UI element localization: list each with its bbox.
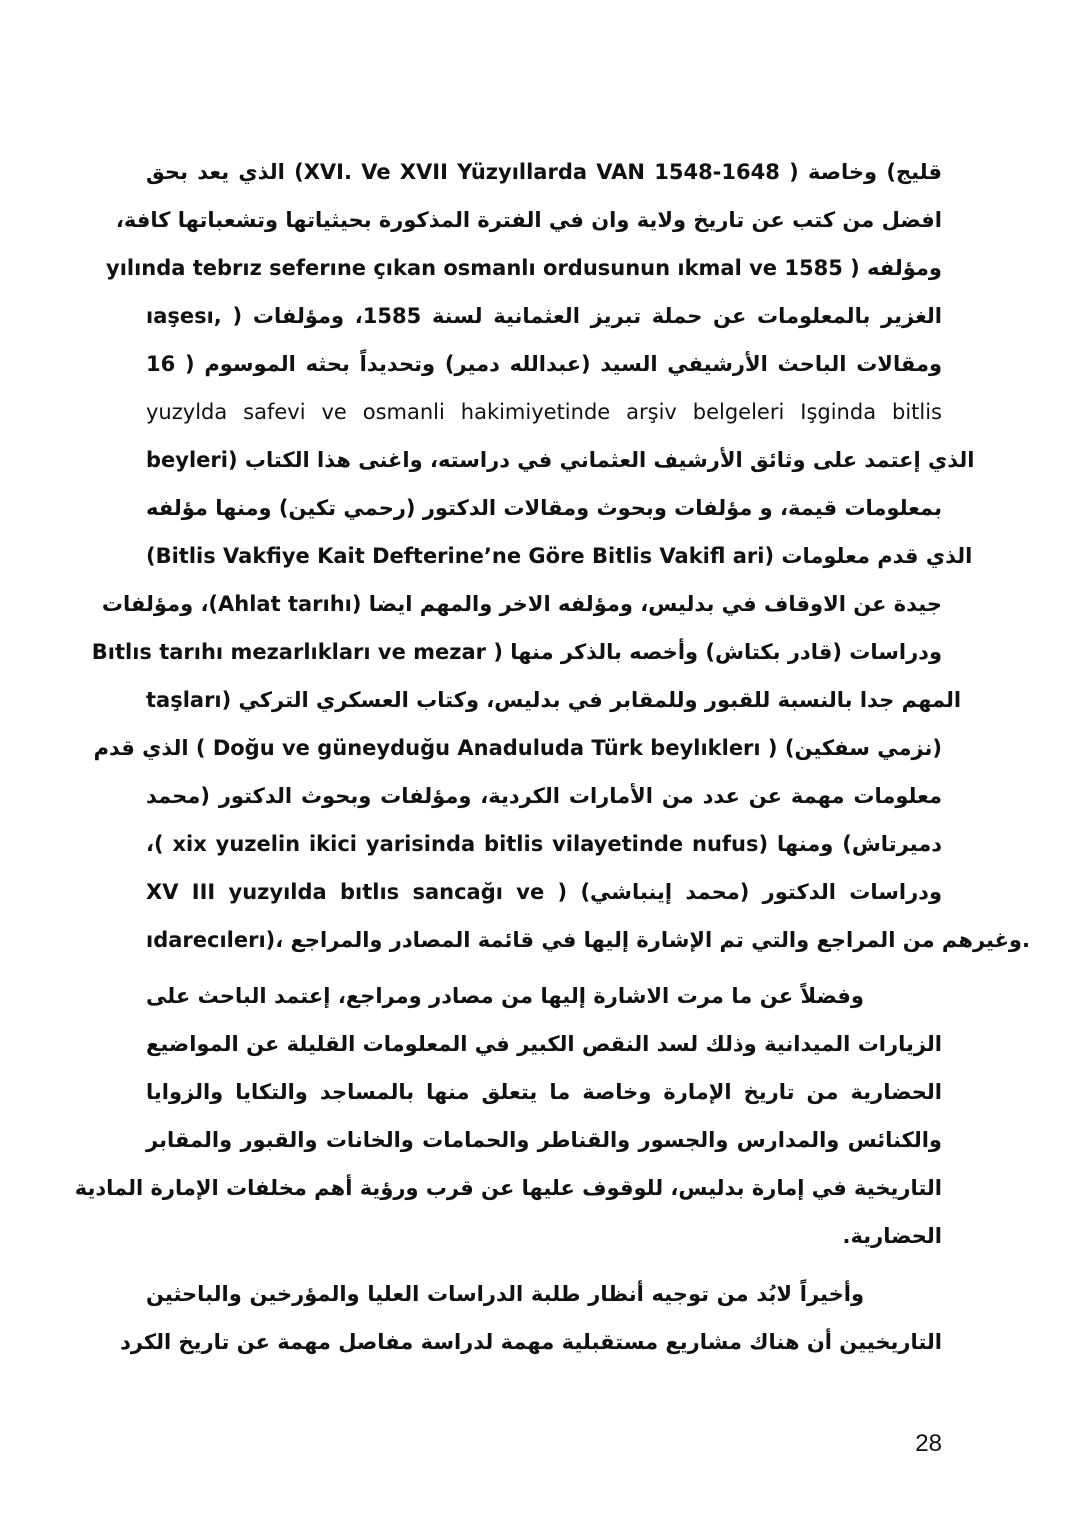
text-line: ودراسات الدكتور (محمد إينباشي) ( XV III yuzyılda bıtlıs sancağı ve xyxy=(146,880,942,904)
text-line: (نزمي سفكين) ( Doğu ve güneyduğu Anaduluda Türk beylıklerı ) الذي قدم xyxy=(93,736,942,760)
text-line: بمعلومات قيمة، و مؤلفات وبحوث ومقالات الدكتور (رحمي تكين) ومنها مؤلفه xyxy=(146,496,942,520)
paragraph-recommendation xyxy=(120,1270,942,1366)
text-line: وأخيراً لابُد من توجيه أنظار طلبة الدراسات العليا والمؤرخين والباحثين xyxy=(146,1282,864,1306)
text-line: معلومات مهمة عن عدد من الأمارات الكردية، ومؤلفات وبحوث الدكتور (محمد xyxy=(146,784,942,808)
paragraph-sources xyxy=(91,148,1030,964)
text-line: (Bitlis Vakfiye Kait Defterine’ne Göre Bitlis Vakifl ari) الذي قدم معلومات xyxy=(146,544,973,568)
text-line: قليج) وخاصة ( XVI. Ve XVII Yüzyıllarda VAN 1548-1648) الذي يعد بحق xyxy=(146,160,943,184)
paragraph-field-visits xyxy=(74,972,942,1260)
text-line: وفضلاً عن ما مرت الاشارة إليها من مصادر ومراجع، إعتمد الباحث على xyxy=(146,984,864,1008)
text-line: yuzylda safevi ve osmanli hakimiyetinde arşiv belgeleri Işginda bitlis xyxy=(146,400,942,424)
text-line: الحضارية من تاريخ الإمارة وخاصة ما يتعلق منها بالمساجد والتكايا والزوايا xyxy=(146,1080,942,1104)
text-line: جيدة عن الاوقاف في بدليس، ومؤلفه الاخر والمهم ايضا (Ahlat tarıhı)، ومؤلفات xyxy=(101,592,942,616)
text-line: ومقالات الباحث الأرشيفي السيد (عبدالله دمير) وتحديداً بحثه الموسوم ( 16 xyxy=(146,352,942,376)
text-line: دميرتاش) ومنها (xix yuzelin ikici yarisinda bitlis vilayetinde nufus )، xyxy=(146,832,942,856)
text-line: ıaşesı, ) الغزير بالمعلومات عن حملة تبريز العثمانية لسنة 1585، ومؤلفات xyxy=(146,304,943,328)
page-number: 28 xyxy=(915,1430,942,1457)
text-line: الزيارات الميدانية وذلك لسد النقص الكبير في المعلومات القليلة عن المواضيع xyxy=(146,1032,942,1056)
text-line: والكنائس والمدارس والجسور والقناطر والحمامات والخانات والقبور والمقابر xyxy=(146,1128,942,1152)
text-line: افضل من كتب عن تاريخ ولاية وان في الفترة المذكورة بحيثياتها وتشعباتها كافة، xyxy=(115,208,942,232)
text-line: ودراسات (قادر بكتاش) وأخصه بالذكر منها ( Bıtlıs tarıhı mezarlıkları ve mezar xyxy=(91,640,942,664)
text-line: الحضارية. xyxy=(842,1224,942,1248)
text-line: التاريخيين أن هناك مشاريع مستقبلية مهمة لدراسة مفاصل مهمة عن تاريخ الكرد xyxy=(120,1330,942,1354)
text-line: ıdarecılerı)، وغيرهم من المراجع والتي تم الإشارة إليها في قائمة المصادر والمراجع. xyxy=(146,928,1030,952)
text-line: beyleri) الذي إعتمد على وثائق الأرشيف العثماني في دراسته، واغنى هذا الكتاب xyxy=(146,448,975,472)
text-line: ومؤلفه ( 1585 yılında tebrız seferıne çıkan osmanlı ordusunun ıkmal ve xyxy=(106,256,942,280)
text-line: taşları) المهم جدا بالنسبة للقبور وللمقابر في بدليس، وكتاب العسكري التركي xyxy=(146,688,962,712)
text-line: التاريخية في إمارة بدليس، للوقوف عليها عن قرب ورؤية أهم مخلفات الإمارة المادية xyxy=(74,1176,942,1200)
